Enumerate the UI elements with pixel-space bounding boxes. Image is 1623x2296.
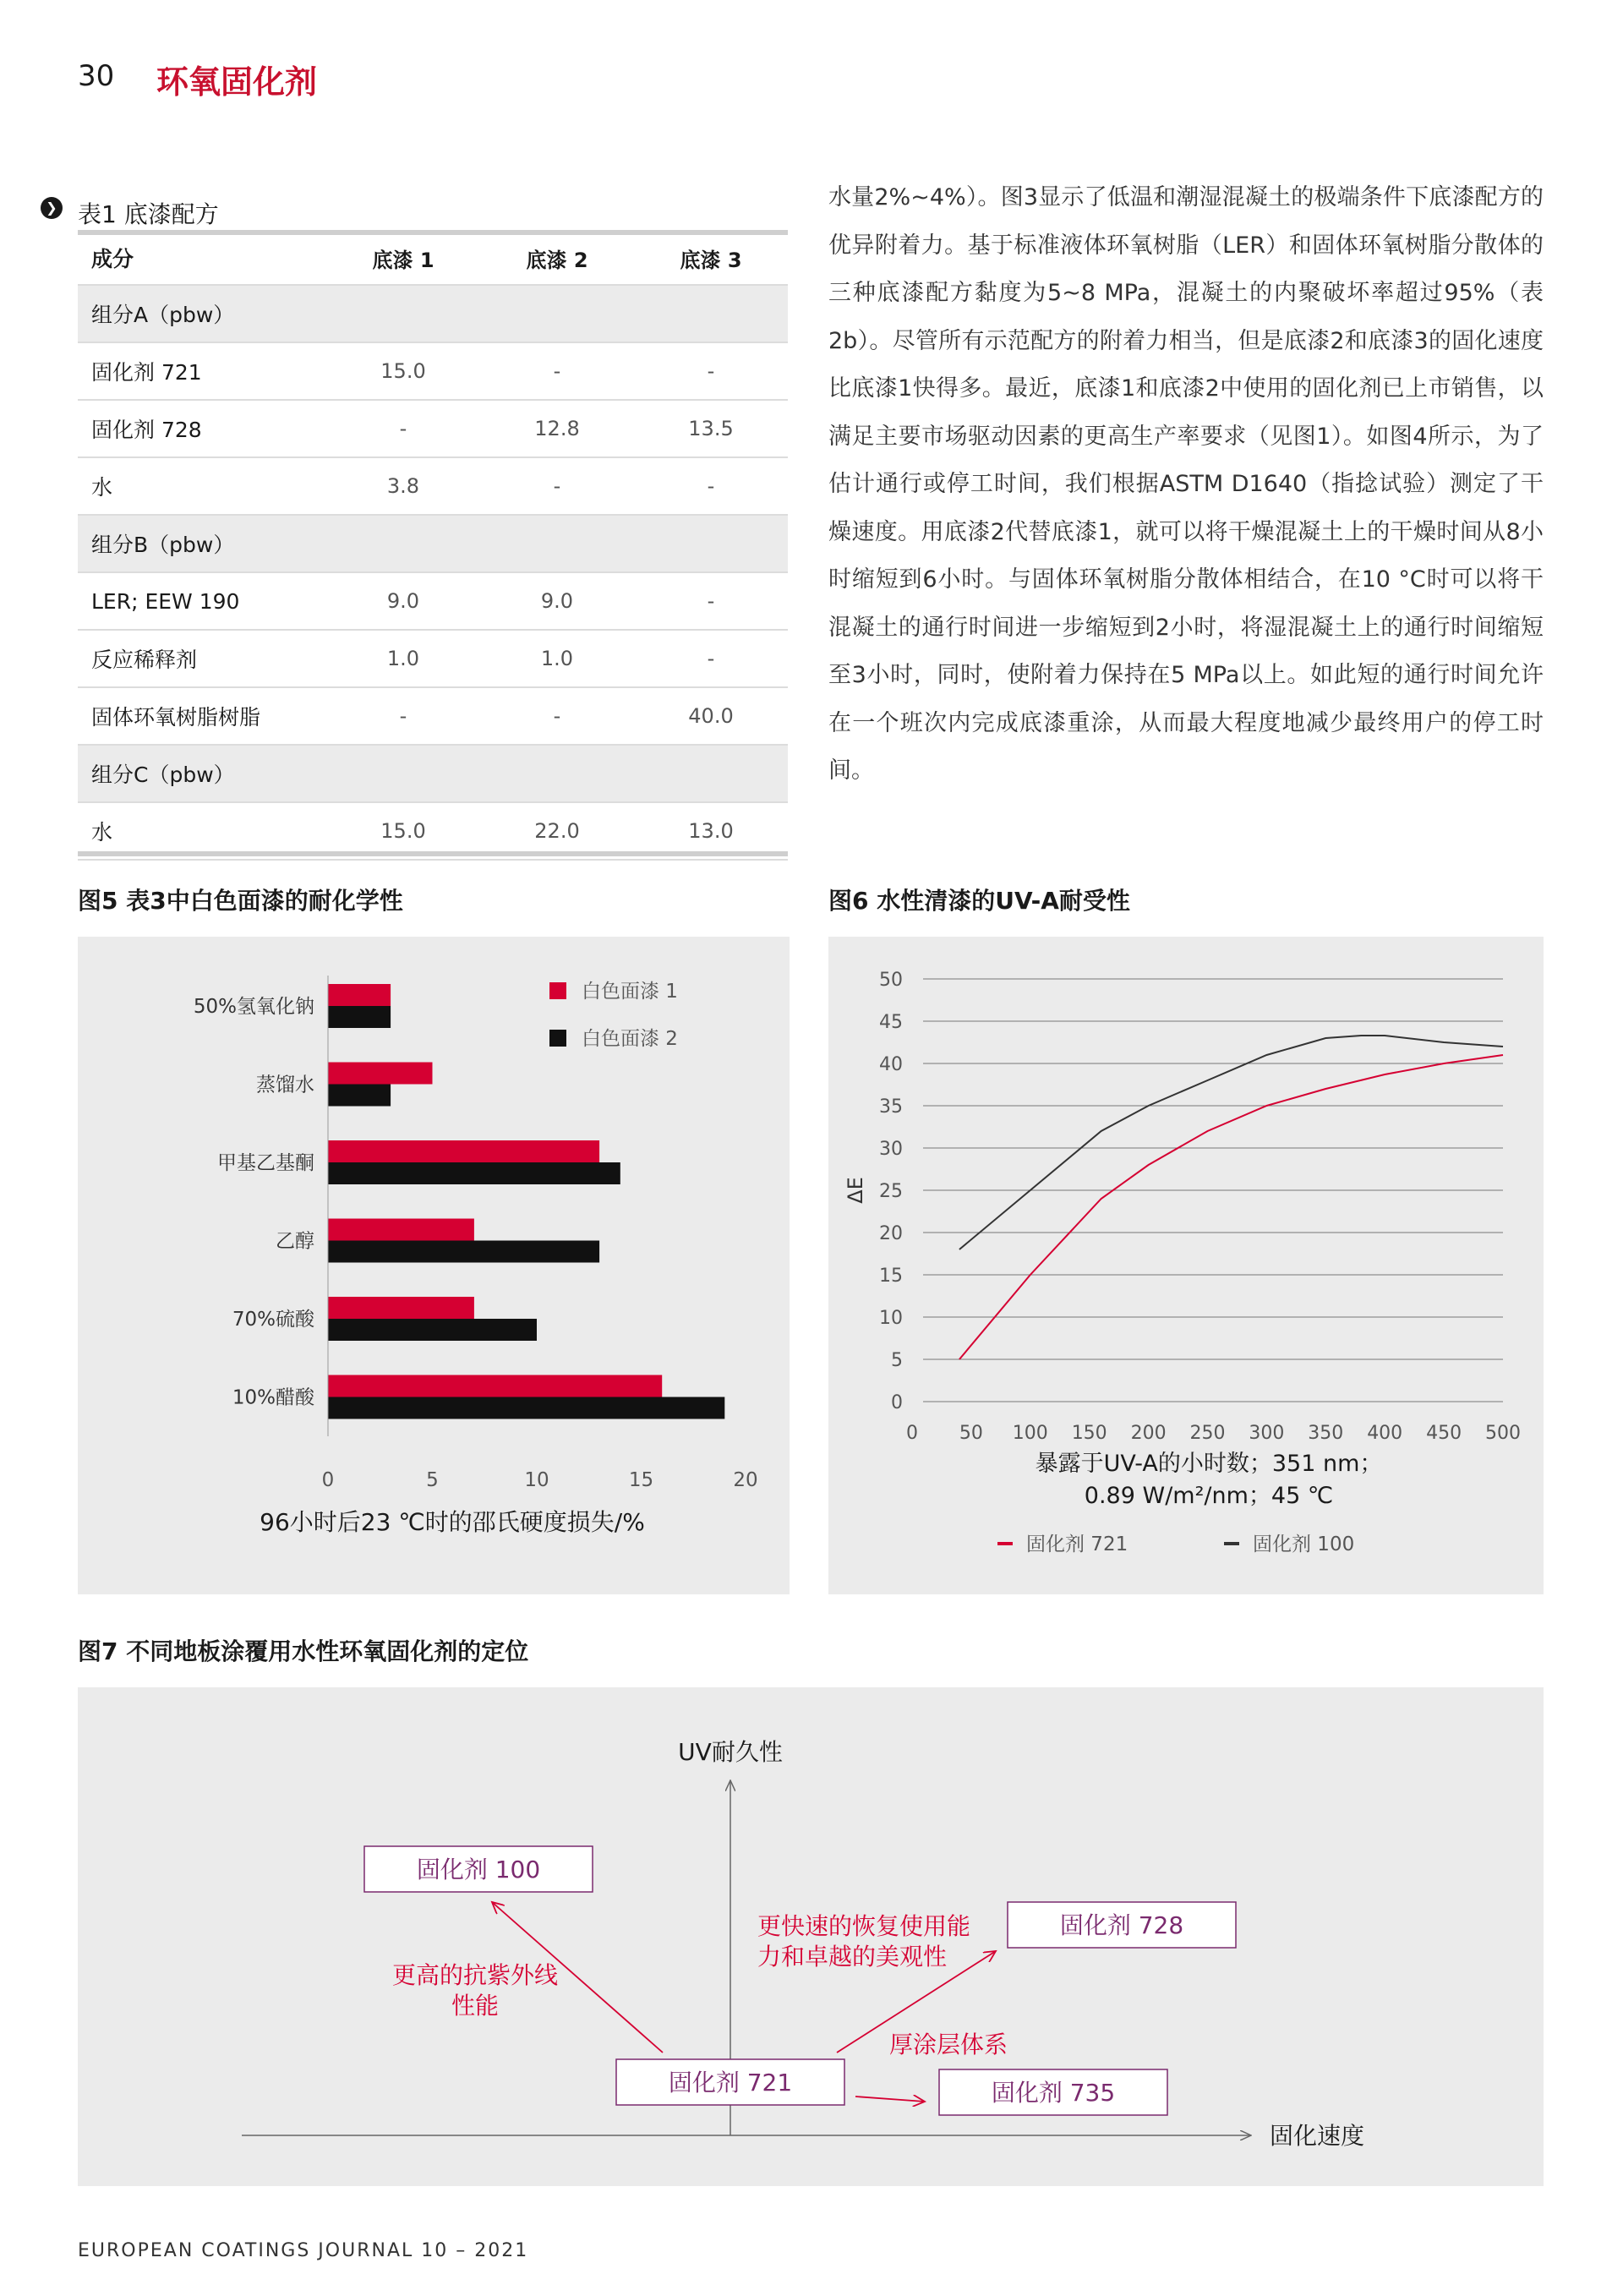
table-row	[78, 400, 788, 457]
table-row	[78, 572, 788, 630]
table-group-row	[78, 515, 788, 572]
x-axis-label: 固化速度	[1270, 2122, 1365, 2150]
bar	[328, 1297, 474, 1319]
value-cell: 13.0	[634, 802, 788, 860]
y-tick-label: 30	[879, 1139, 903, 1160]
value-cell: 12.8	[480, 400, 634, 457]
value-cell: 1.0	[326, 630, 480, 687]
box-curing-agent-735	[939, 2069, 1167, 2115]
ingredient-cell: 固化剂 728	[78, 400, 326, 457]
body-paragraph: 水量2%~4%）。图3显示了低温和潮湿混凝土的极端条件下底漆配方的优异附着力。基于标准液体环氧树脂（LER）和固体环氧树脂分散体的三种底漆配方黏度为5~8 MPa，混凝土的内聚破坏率超过95%（表2b）。尽管所有示范配方的附着力相当，但是底漆2和底漆3的固化速度比底漆1快得多。最近，底漆1和底漆2中使用的固化剂已上市销售，以满足主要市场驱动因素的更高生产率要求（见图1）。如图4所示，为了估计通行或停工时间，我们根据ASTM D1640（指捻试验）测定了干燥速度。用底漆2代替底漆1，就可以将干燥混凝土上的干燥时间从8小时缩短到6小时。与固体环氧树脂分散体相结合，在10 °C时可以将干混凝土的通行时间进一步缩短到2小时，将湿混凝土上的通行时间缩短至3小时，同时，使附着力保持在5 MPa以上。如此短的通行时间允许在一个班次内完成底漆重涂，从而最大程度地减少最终用户的停工时间。	[828, 184, 1544, 784]
x-tick-label: 5	[426, 1469, 439, 1491]
group-label: 组分A（pbw）	[78, 285, 788, 342]
box-curing-agent-100	[364, 1846, 593, 1892]
x-tick-label: 10	[524, 1469, 549, 1491]
x-axis-label: 96小时后23 ℃时的邵氏硬度损失/%	[260, 1508, 645, 1536]
value-cell: 22.0	[480, 802, 634, 860]
series-line	[959, 1055, 1503, 1359]
table-group-row	[78, 285, 788, 342]
value-cell: 9.0	[480, 572, 634, 630]
table-row	[78, 630, 788, 687]
x-axis-label-line2: 0.89 W/m²/nm；45 ℃	[1084, 1483, 1334, 1509]
x-tick-label: 250	[1189, 1423, 1226, 1444]
positioning-diagram	[78, 1687, 1544, 2186]
bar-chart	[78, 937, 790, 1594]
value-cell: -	[634, 572, 788, 630]
figure-5-panel	[78, 937, 790, 1594]
y-tick-label: 0	[891, 1392, 903, 1413]
y-tick-label: 35	[879, 1096, 903, 1118]
value-cell: -	[634, 630, 788, 687]
y-tick-label: 15	[879, 1266, 903, 1287]
value-cell: -	[480, 342, 634, 400]
value-cell: 40.0	[634, 687, 788, 745]
table-header-cell: 底漆 1	[326, 232, 480, 285]
ingredient-cell: 水	[78, 802, 326, 860]
value-cell: -	[634, 342, 788, 400]
table-bottom-rule	[78, 851, 788, 856]
ingredient-cell: 反应稀释剂	[78, 630, 326, 687]
category-label: 10%醋酸	[232, 1386, 314, 1409]
x-tick-label: 0	[906, 1423, 918, 1444]
legend-label: 固化剂 100	[1253, 1533, 1355, 1555]
primer-formulation-table	[78, 232, 788, 861]
legend-label: 固化剂 721	[1026, 1533, 1128, 1555]
page-number: 30	[78, 59, 115, 93]
bar	[328, 1241, 599, 1263]
journal-footer: EUROPEAN COATINGS JOURNAL 10 – 2021	[78, 2240, 529, 2261]
bar	[328, 1397, 724, 1419]
running-title: 环氧固化剂	[156, 63, 318, 101]
y-axis-label: ΔE	[844, 1177, 867, 1204]
table-caption: 表1 底漆配方	[78, 200, 219, 228]
ingredient-cell: 固体环氧树脂树脂	[78, 687, 326, 745]
table-header-cell: 成分	[78, 232, 326, 285]
figure-6-panel	[828, 937, 1544, 1594]
bar	[328, 1162, 620, 1184]
category-label: 甲基乙基酮	[217, 1152, 314, 1174]
table-header-cell: 底漆 3	[634, 232, 788, 285]
box-label: 固化剂 728	[1059, 1911, 1184, 1939]
x-tick-label: 150	[1071, 1423, 1107, 1444]
value-cell: 9.0	[326, 572, 480, 630]
chevron-right-icon: ❯	[41, 197, 63, 219]
ingredient-cell: 水	[78, 457, 326, 515]
y-tick-label: 5	[891, 1350, 903, 1371]
value-cell: 13.5	[634, 400, 788, 457]
bar	[328, 1085, 391, 1107]
y-tick-label: 25	[879, 1181, 903, 1202]
table-body	[78, 285, 788, 860]
box-label: 固化剂 100	[416, 1856, 541, 1883]
x-tick-label: 350	[1308, 1423, 1344, 1444]
category-label: 乙醇	[276, 1230, 314, 1253]
x-tick-label: 500	[1485, 1423, 1521, 1444]
bar	[328, 984, 391, 1006]
bar	[328, 1375, 662, 1397]
x-tick-label: 300	[1249, 1423, 1285, 1444]
bar	[328, 1006, 391, 1028]
table-row	[78, 457, 788, 515]
value-cell: -	[326, 400, 480, 457]
group-label: 组分C（pbw）	[78, 745, 788, 802]
annotation-uv-line1: 更高的抗紫外线	[391, 1961, 559, 1989]
box-curing-agent-721	[616, 2059, 844, 2105]
figure-7-caption: 图7 不同地板涂覆用水性环氧固化剂的定位	[78, 1637, 529, 1665]
value-cell: 1.0	[480, 630, 634, 687]
legend-label: 白色面漆 1	[582, 981, 678, 1003]
category-label: 50%氢氧化钠	[193, 996, 314, 1018]
x-tick-label: 0	[321, 1469, 335, 1491]
y-tick-label: 10	[879, 1308, 903, 1329]
bar	[328, 1319, 537, 1341]
x-tick-label: 100	[1012, 1423, 1048, 1444]
ingredient-cell: LER; EEW 190	[78, 572, 326, 630]
category-label: 蒸馏水	[256, 1074, 314, 1096]
y-tick-label: 20	[879, 1223, 903, 1244]
x-tick-label: 450	[1426, 1423, 1462, 1444]
table-row	[78, 687, 788, 745]
bar	[328, 1063, 433, 1085]
value-cell: -	[480, 687, 634, 745]
box-label: 固化剂 735	[991, 2079, 1116, 2107]
table-row	[78, 342, 788, 400]
x-tick-label: 400	[1367, 1423, 1403, 1444]
y-tick-label: 50	[879, 970, 903, 991]
figure-7-panel	[78, 1687, 1544, 2186]
box-curing-agent-728	[1008, 1902, 1236, 1948]
figure-5-caption: 图5 表3中白色面漆的耐化学性	[78, 887, 403, 915]
arrow-to-735	[855, 2096, 925, 2102]
value-cell: -	[480, 457, 634, 515]
x-tick-label: 200	[1130, 1423, 1167, 1444]
value-cell: 3.8	[326, 457, 480, 515]
bar	[328, 1140, 599, 1162]
x-tick-label: 50	[959, 1423, 983, 1444]
legend-label: 白色面漆 2	[582, 1028, 678, 1050]
y-tick-label: 45	[879, 1012, 903, 1033]
table-header-row	[78, 232, 788, 285]
category-label: 70%硫酸	[232, 1309, 314, 1331]
bar	[328, 1219, 474, 1241]
value-cell: -	[326, 687, 480, 745]
ingredient-cell: 固化剂 721	[78, 342, 326, 400]
value-cell: 15.0	[326, 342, 480, 400]
value-cell: 15.0	[326, 802, 480, 860]
y-axis-label: UV耐久性	[678, 1738, 783, 1766]
y-tick-label: 40	[879, 1054, 903, 1075]
group-label: 组分B（pbw）	[78, 515, 788, 572]
table-header-cell: 底漆 2	[480, 232, 634, 285]
annotation-thick: 厚涂层体系	[889, 2031, 1008, 2058]
table-group-row	[78, 745, 788, 802]
legend-swatch	[549, 982, 566, 999]
x-axis-label-line1: 暴露于UV-A的小时数；351 nm；	[1035, 1451, 1383, 1477]
annotation-fast-line2: 力和卓越的美观性	[757, 1943, 948, 1971]
x-tick-label: 20	[733, 1469, 758, 1491]
x-tick-label: 15	[628, 1469, 654, 1491]
line-chart	[828, 937, 1544, 1594]
annotation-uv-line2: 性能	[451, 1992, 500, 2020]
legend-swatch	[549, 1030, 566, 1047]
value-cell: -	[634, 457, 788, 515]
figure-6-caption: 图6 水性清漆的UV-A耐受性	[828, 887, 1130, 915]
annotation-fast-line1: 更快速的恢复使用能	[757, 1912, 971, 1940]
box-label: 固化剂 721	[668, 2069, 793, 2096]
